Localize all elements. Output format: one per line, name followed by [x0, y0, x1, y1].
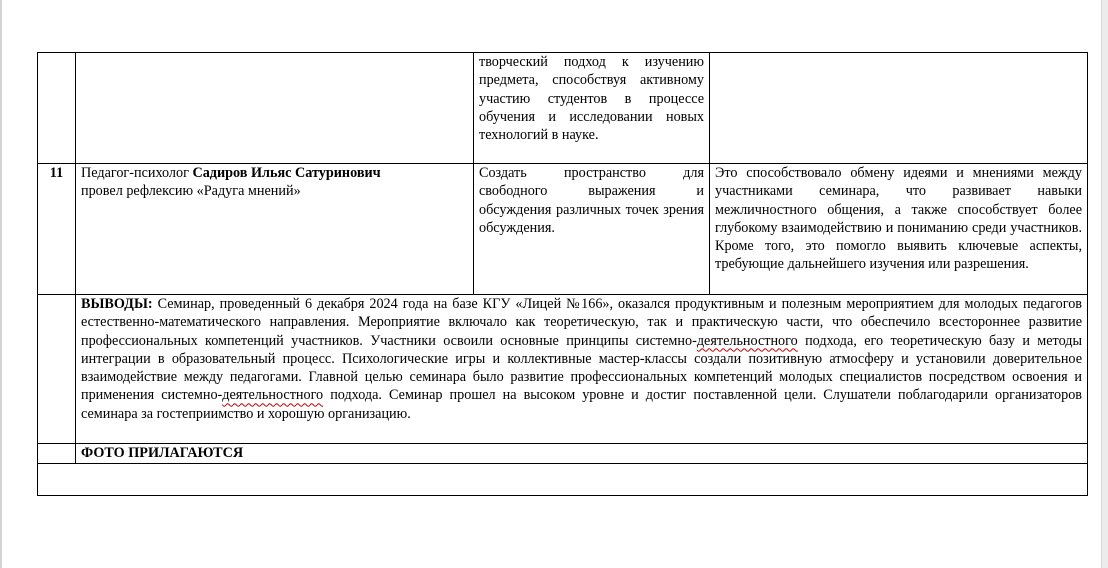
event-cell — [76, 53, 474, 164]
empty-cell — [38, 464, 1088, 496]
vertical-scrollbar[interactable] — [1101, 0, 1108, 568]
conclusions-text: подхода. Семинар прошел на высоком уровне и достиг поставленной цели. Слушатели поблагодарили организаторов семинара за гостеприимство и хорошую организацию. — [81, 387, 1082, 422]
table-row-photos — [38, 444, 1088, 464]
speaker-role: Педагог-психолог — [81, 165, 189, 181]
event-description: провел рефлексию «Радуга мнений» — [81, 183, 301, 200]
goal-cell: творческий подход к изучению предмета, способствуя активному участию студентов в процессе обучения и исследовании новых технологий в науке. — [474, 53, 710, 164]
result-cell — [710, 53, 1088, 164]
conclusions-text: подхода, его теоретическую базу и методы интеграции в образовательный процесс. Психологические игры и коллективные мастер-классы создали позитивную атмосферу и установили доверительное взаимодействие между педагогами. Главной целью семинара было развитие профессиональных компетенций молодых специалистов посредством освоения и применения системно- — [81, 332, 1083, 404]
page-left-edge — [0, 0, 2, 568]
row-number-cell — [38, 295, 76, 444]
row-number-cell: 11 — [38, 164, 76, 295]
row-number-cell — [38, 444, 76, 464]
conclusions-text: Семинар, проведенный 6 декабря 2024 года на базе КГУ «Лицей №166», оказался продуктивным и полезным мероприятием для молодых педагогов естественно-математического направления. Мероприятие включало как теоретическую, так и практическую части, что обеспечило всестороннее развитие профессиональных компетенций участников. Участники освоили основные принципы системно- — [81, 296, 1082, 349]
result-cell: Это способствовало обмену идеями и мнениями между участниками семинара, что развивает навыки межличностного общения, а также способствует более глубокому взаимодействию и пониманию среди участников. Кроме того, это помогло выявить ключевые аспекты, требующие дальнейшего изучения или разрешения. — [710, 164, 1088, 295]
report-table — [37, 52, 1088, 496]
row-number-cell — [38, 53, 76, 164]
table-row-11 — [38, 164, 1088, 295]
table-row-conclusions — [38, 295, 1088, 444]
table-row-previous — [38, 53, 1088, 164]
spellcheck-word: деятельностного — [696, 332, 798, 349]
event-cell — [76, 164, 474, 295]
photos-cell — [76, 444, 1088, 464]
goal-cell: Создать пространство для свободного выражения и обсуждения различных точек зрения обсуждения. — [474, 164, 710, 295]
spellcheck-word: деятельностного — [222, 387, 324, 404]
conclusions-cell — [76, 295, 1088, 444]
photos-label: ФОТО ПРИЛАГАЮТСЯ — [81, 445, 244, 461]
table-row-empty — [38, 464, 1088, 496]
speaker-name: Садиров Ильяс Сатуринович — [192, 165, 381, 181]
conclusions-label: ВЫВОДЫ: — [81, 296, 153, 312]
